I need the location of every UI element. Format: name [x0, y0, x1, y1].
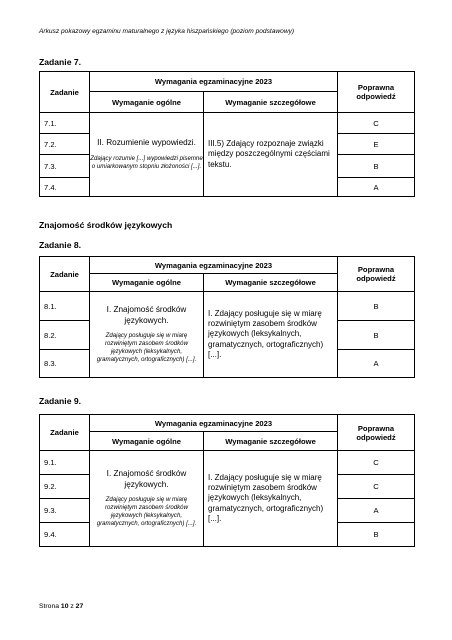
general-requirement: I. Znajomość środków językowych. Zdający posługuje się w miarę rozwiniętym zasobem środków językowych (leksykalnych, gramatycznych, ortograficznych) [...]. [90, 292, 204, 378]
task-number: 8.1. [40, 292, 90, 321]
answer: C [338, 451, 415, 475]
col-ogolne: Wymaganie ogólne [90, 432, 204, 451]
task-number: 8.2. [40, 321, 90, 350]
col-ogolne: Wymaganie ogólne [90, 274, 204, 292]
answer: A [338, 499, 415, 523]
specific-requirement: I. Zdający posługuje się w miarę rozwiniętym zasobem środków językowych (leksykalnych, gramatycznych, ortograficznych) [...]. [204, 292, 338, 378]
answer: B [338, 155, 415, 178]
col-szczegolowe: Wymaganie szczegółowe [204, 274, 338, 292]
page-footer: Strona 10 z 27 [39, 603, 84, 610]
col-odpowiedz: Poprawna odpowiedź [338, 415, 415, 451]
document-header: Arkusz pokazowy egzaminu maturalnego z języka hiszpańskiego (poziom podstawowy) [39, 28, 295, 35]
answer: C [338, 475, 415, 499]
specific-requirement: I. Zdający posługuje się w miarę rozwiniętym zasobem środków językowych (leksykalnych, gramatycznych, ortograficznych) [...]. [204, 451, 338, 547]
answer: B [338, 321, 415, 350]
col-odpowiedz: Poprawna odpowiedź [338, 72, 415, 113]
col-ogolne: Wymaganie ogólne [90, 92, 204, 113]
task9-table [39, 414, 415, 547]
answer: B [338, 523, 415, 547]
task-number: 7.4. [40, 178, 90, 197]
task9-title: Zadanie 9. [39, 396, 82, 406]
col-zadanie: Zadanie [40, 257, 90, 292]
section-title: Znajomość środków językowych [39, 220, 173, 230]
col-zadanie: Zadanie [40, 415, 90, 451]
task7-table [39, 71, 415, 197]
task-number: 8.3. [40, 350, 90, 378]
col-odpowiedz: Poprawna odpowiedź [338, 257, 415, 292]
general-requirement: I. Znajomość środków językowych. Zdający posługuje się w miarę rozwiniętym zasobem środków językowych (leksykalnych, gramatycznych, ortograficznych) [...]. [90, 451, 204, 547]
task-number: 9.1. [40, 451, 90, 475]
general-requirement: II. Rozumienie wypowiedzi. Zdający rozumie [...] wypowiedzi pisemne o umiarkowanym stopniu złożoności [...]. [90, 113, 204, 197]
task8-table [39, 256, 415, 378]
col-wymagania: Wymagania egzaminacyjne 2023 [90, 257, 338, 274]
col-wymagania: Wymagania egzaminacyjne 2023 [90, 415, 338, 432]
task-number: 9.4. [40, 523, 90, 547]
answer: A [338, 350, 415, 378]
answer: C [338, 113, 415, 134]
task-number: 9.2. [40, 475, 90, 499]
answer: E [338, 134, 415, 155]
col-szczegolowe: Wymaganie szczegółowe [204, 92, 338, 113]
task-number: 7.3. [40, 155, 90, 178]
col-zadanie: Zadanie [40, 72, 90, 113]
task-number: 9.3. [40, 499, 90, 523]
answer: B [338, 292, 415, 321]
col-wymagania: Wymagania egzaminacyjne 2023 [90, 72, 338, 92]
answer: A [338, 178, 415, 197]
specific-requirement: III.5) Zdający rozpoznaje związki między poszczególnymi częściami tekstu. [204, 113, 338, 197]
task-number: 7.1. [40, 113, 90, 134]
task7-title: Zadanie 7. [39, 57, 82, 67]
task8-title: Zadanie 8. [39, 240, 82, 250]
task-number: 7.2. [40, 134, 90, 155]
col-szczegolowe: Wymaganie szczegółowe [204, 432, 338, 451]
